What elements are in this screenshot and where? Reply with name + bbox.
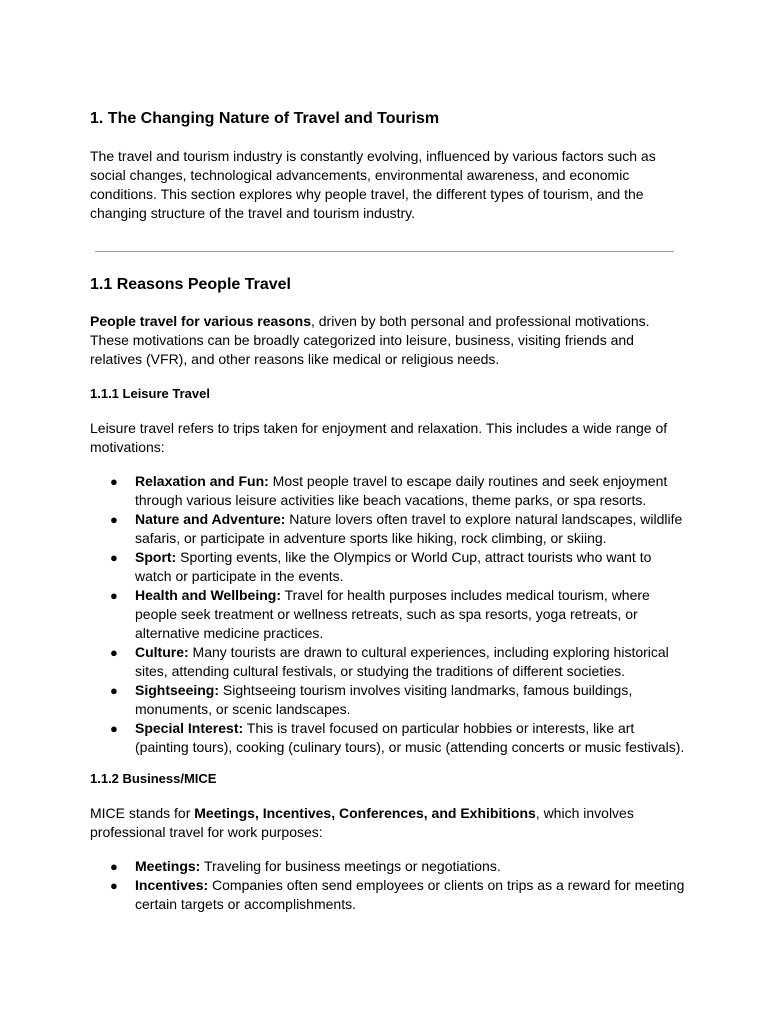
reasons-lead-bold: People travel for various reasons bbox=[90, 313, 311, 329]
business-intro-bold: Meetings, Incentives, Conferences, and Exhibitions bbox=[194, 805, 536, 821]
list-item-text: This is travel focused on particular hobbies or interests, like art (painting tours), cooking (culinary tours), or music (attending concerts or music festivals). bbox=[135, 720, 685, 755]
list-item-term: Sport: bbox=[135, 549, 177, 565]
list-item bbox=[90, 876, 685, 914]
bullet-icon: ● bbox=[110, 588, 118, 603]
list-item-term: Meetings: bbox=[135, 858, 201, 874]
list-item-term: Special Interest: bbox=[135, 720, 244, 736]
list-item bbox=[90, 510, 685, 548]
leisure-list bbox=[90, 472, 685, 757]
bullet-icon: ● bbox=[110, 859, 118, 874]
list-item-term: Nature and Adventure: bbox=[135, 511, 286, 527]
list-item-text: Sporting events, like the Olympics or World Cup, attract tourists who want to watch or participate in the events. bbox=[135, 549, 652, 584]
subsection-heading-reasons: 1.1 Reasons People Travel bbox=[90, 276, 291, 293]
subsubsection-heading-business: 1.1.2 Business/MICE bbox=[90, 771, 217, 786]
bullet-icon: ● bbox=[110, 645, 118, 660]
section-heading: 1. The Changing Nature of Travel and Tourism bbox=[90, 110, 440, 127]
business-intro-post: , which involves professional travel for work purposes: bbox=[90, 805, 634, 840]
list-item-text: Nature lovers often travel to explore natural landscapes, wildlife safaris, or participate in adventure sports like hiking, rock climbing, or skiing. bbox=[135, 511, 683, 546]
list-item bbox=[90, 586, 685, 643]
bullet-icon: ● bbox=[110, 474, 118, 489]
list-item-term: Health and Wellbeing: bbox=[135, 587, 281, 603]
bullet-icon: ● bbox=[110, 683, 118, 698]
horizontal-divider bbox=[95, 251, 674, 252]
subsubsection-heading-leisure: 1.1.1 Leisure Travel bbox=[90, 386, 210, 401]
list-item bbox=[90, 857, 685, 876]
list-item-term: Sightseeing: bbox=[135, 682, 220, 698]
reasons-paragraph bbox=[90, 312, 685, 369]
business-list bbox=[90, 857, 685, 914]
list-item-term: Culture: bbox=[135, 644, 189, 660]
list-item bbox=[90, 681, 685, 719]
bullet-icon: ● bbox=[110, 512, 118, 527]
business-intro-pre: MICE stands for bbox=[90, 805, 195, 821]
list-item bbox=[90, 719, 685, 757]
list-item-text: Many tourists are drawn to cultural experiences, including exploring historical sites, attending cultural festivals, or studying the traditions of different societies. bbox=[135, 644, 669, 679]
list-item-text: Travel for health purposes includes medical tourism, where people seek treatment or wellness retreats, such as spa resorts, yoga retreats, or alternative medicine practices. bbox=[135, 587, 650, 641]
intro-paragraph: The travel and tourism industry is constantly evolving, influenced by various factors such as social changes, technological advancements, environmental awareness, and economic conditions. This section explores why people travel, the different types of tourism, and the changing structure of the travel and tourism industry. bbox=[90, 148, 656, 221]
bullet-icon: ● bbox=[110, 878, 118, 893]
bullet-icon: ● bbox=[110, 550, 118, 565]
list-item bbox=[90, 548, 685, 586]
list-item-text: Sightseeing tourism involves visiting landmarks, famous buildings, monuments, or scenic landscapes. bbox=[135, 682, 633, 717]
bullet-icon: ● bbox=[110, 721, 118, 736]
list-item-text: Companies often send employees or clients on trips as a reward for meeting certain targets or accomplishments. bbox=[135, 877, 685, 912]
list-item bbox=[90, 643, 685, 681]
list-item-text: Traveling for business meetings or negotiations. bbox=[200, 858, 501, 874]
business-intro bbox=[90, 804, 685, 842]
list-item-text: Most people travel to escape daily routines and seek enjoyment through various leisure activities like beach vacations, theme parks, or spa resorts. bbox=[135, 473, 668, 508]
leisure-intro: Leisure travel refers to trips taken for enjoyment and relaxation. This includes a wide range of motivations: bbox=[90, 420, 668, 455]
reasons-lead-rest: , driven by both personal and professional motivations. These motivations can be broadly categorized into leisure, business, visiting friends and relatives (VFR), and other reasons like medical or religious needs. bbox=[90, 313, 650, 367]
list-item-term: Relaxation and Fun: bbox=[135, 473, 269, 489]
list-item-term: Incentives: bbox=[135, 877, 209, 893]
list-item bbox=[90, 472, 685, 510]
